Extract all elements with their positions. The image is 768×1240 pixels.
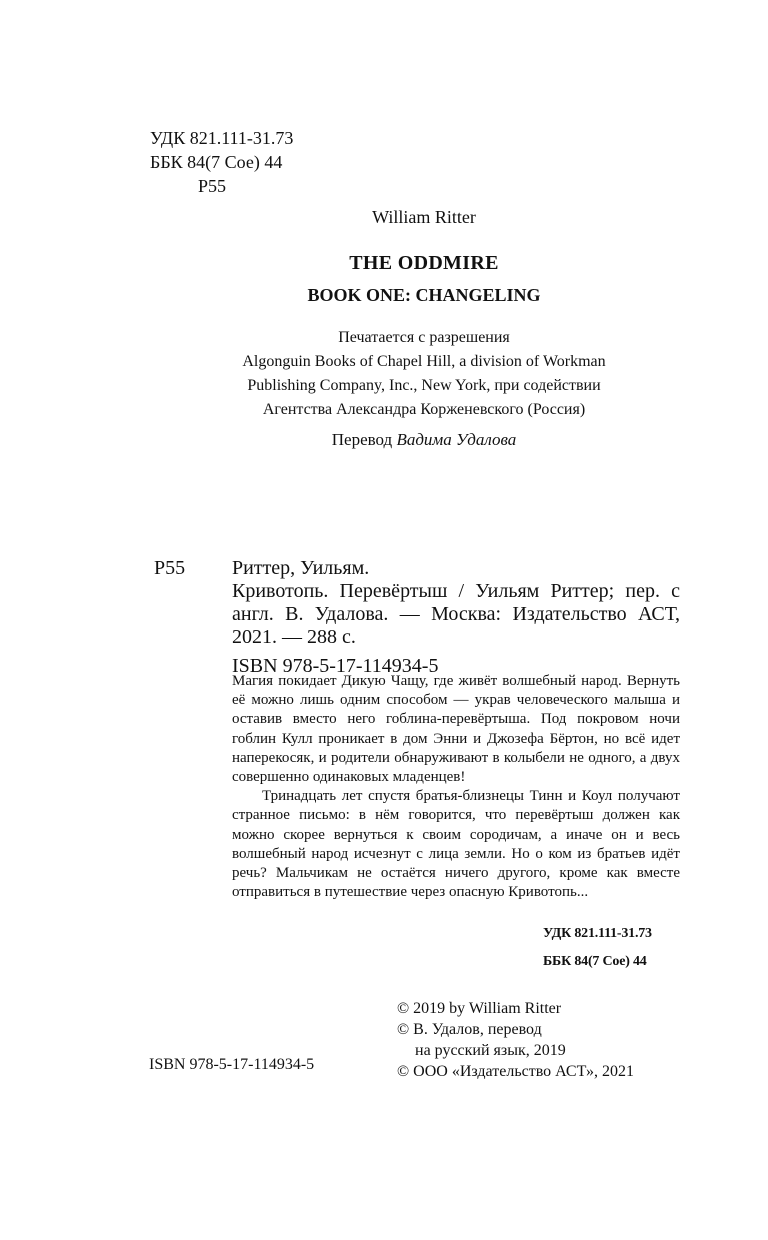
bbk-code: ББК 84(7 Сое) 44: [543, 954, 647, 969]
original-title: THE ODDMIRE: [349, 252, 499, 274]
copyright-line: © В. Удалов, перевод: [397, 1021, 542, 1038]
annotation-paragraph: Тринадцать лет спустя братья-близнецы Тинн и Коул получают странное письмо: в нём говорится, что перевёртыш должен как можно скорее вернуться к своим сородичам, а иначе он и весь волшебный народ исчезнут с лица земли. Но о ком из братьев идёт речь? Мальчикам не остаётся ничего другого, кроме как вместе отправиться в путешествие через опасную Кривотопь...: [232, 788, 680, 901]
permission-notice: [0, 326, 768, 422]
biblio-description: Кривотопь. Перевёртыш / Уильям Риттер; пер. с англ. В. Удалова. — Москва: Издательство АСТ, 2021. — 288 с.: [232, 580, 680, 648]
translator-credit: [0, 430, 768, 450]
udk-code: УДК 821.111-31.73: [543, 926, 652, 941]
udk-code: УДК 821.111-31.73: [150, 128, 294, 148]
biblio-isbn: ISBN 978-5-17-114934-5: [232, 655, 439, 677]
classification-codes-right: [543, 920, 652, 976]
bbk-code: ББК 84(7 Сое) 44: [150, 152, 283, 172]
biblio-heading: Риттер, Уильям.: [232, 557, 370, 579]
copyright-line: © ООО «Издательство АСТ», 2021: [397, 1063, 634, 1080]
translator-prefix: Перевод: [331, 430, 393, 449]
copyright-line: © 2019 by William Ritter: [397, 1000, 562, 1017]
translator-name: Вадима Удалова: [396, 430, 517, 449]
author-mark: Р55: [198, 176, 227, 196]
isbn-bottom: ISBN 978-5-17-114934-5: [149, 1056, 315, 1073]
permission-line: Агентства Александра Корженевского (Россия): [262, 401, 586, 418]
permission-line: Algonguin Books of Chapel Hill, a division of Workman: [242, 353, 606, 370]
bibliographic-entry: [232, 557, 680, 678]
permission-line: Publishing Company, Inc., New York, при содействии: [247, 377, 601, 394]
copyright-block: [397, 998, 634, 1082]
classification-codes-top: [150, 126, 293, 198]
permission-line: Печатается с разрешения: [338, 329, 510, 346]
original-author: William Ritter: [372, 207, 476, 227]
original-subtitle: BOOK ONE: CHANGELING: [307, 285, 541, 305]
copyright-line: на русский язык, 2019: [415, 1042, 566, 1059]
annotation-paragraph: Магия покидает Дикую Чащу, где живёт волшебный народ. Вернуть её можно лишь одним способом — украв человеческого малыша и оставив вместо него гоблина-перевёртыша. Под покровом ночи гоблин Кулл проникает в дом Энни и Джозефа Бёртон, но всё идет наперекосяк, и родители обнаруживают в колыбели не одного, а двух совершенно одинаковых младенцев!: [232, 673, 680, 786]
biblio-author-mark: Р55: [154, 557, 186, 579]
annotation: [232, 672, 680, 902]
